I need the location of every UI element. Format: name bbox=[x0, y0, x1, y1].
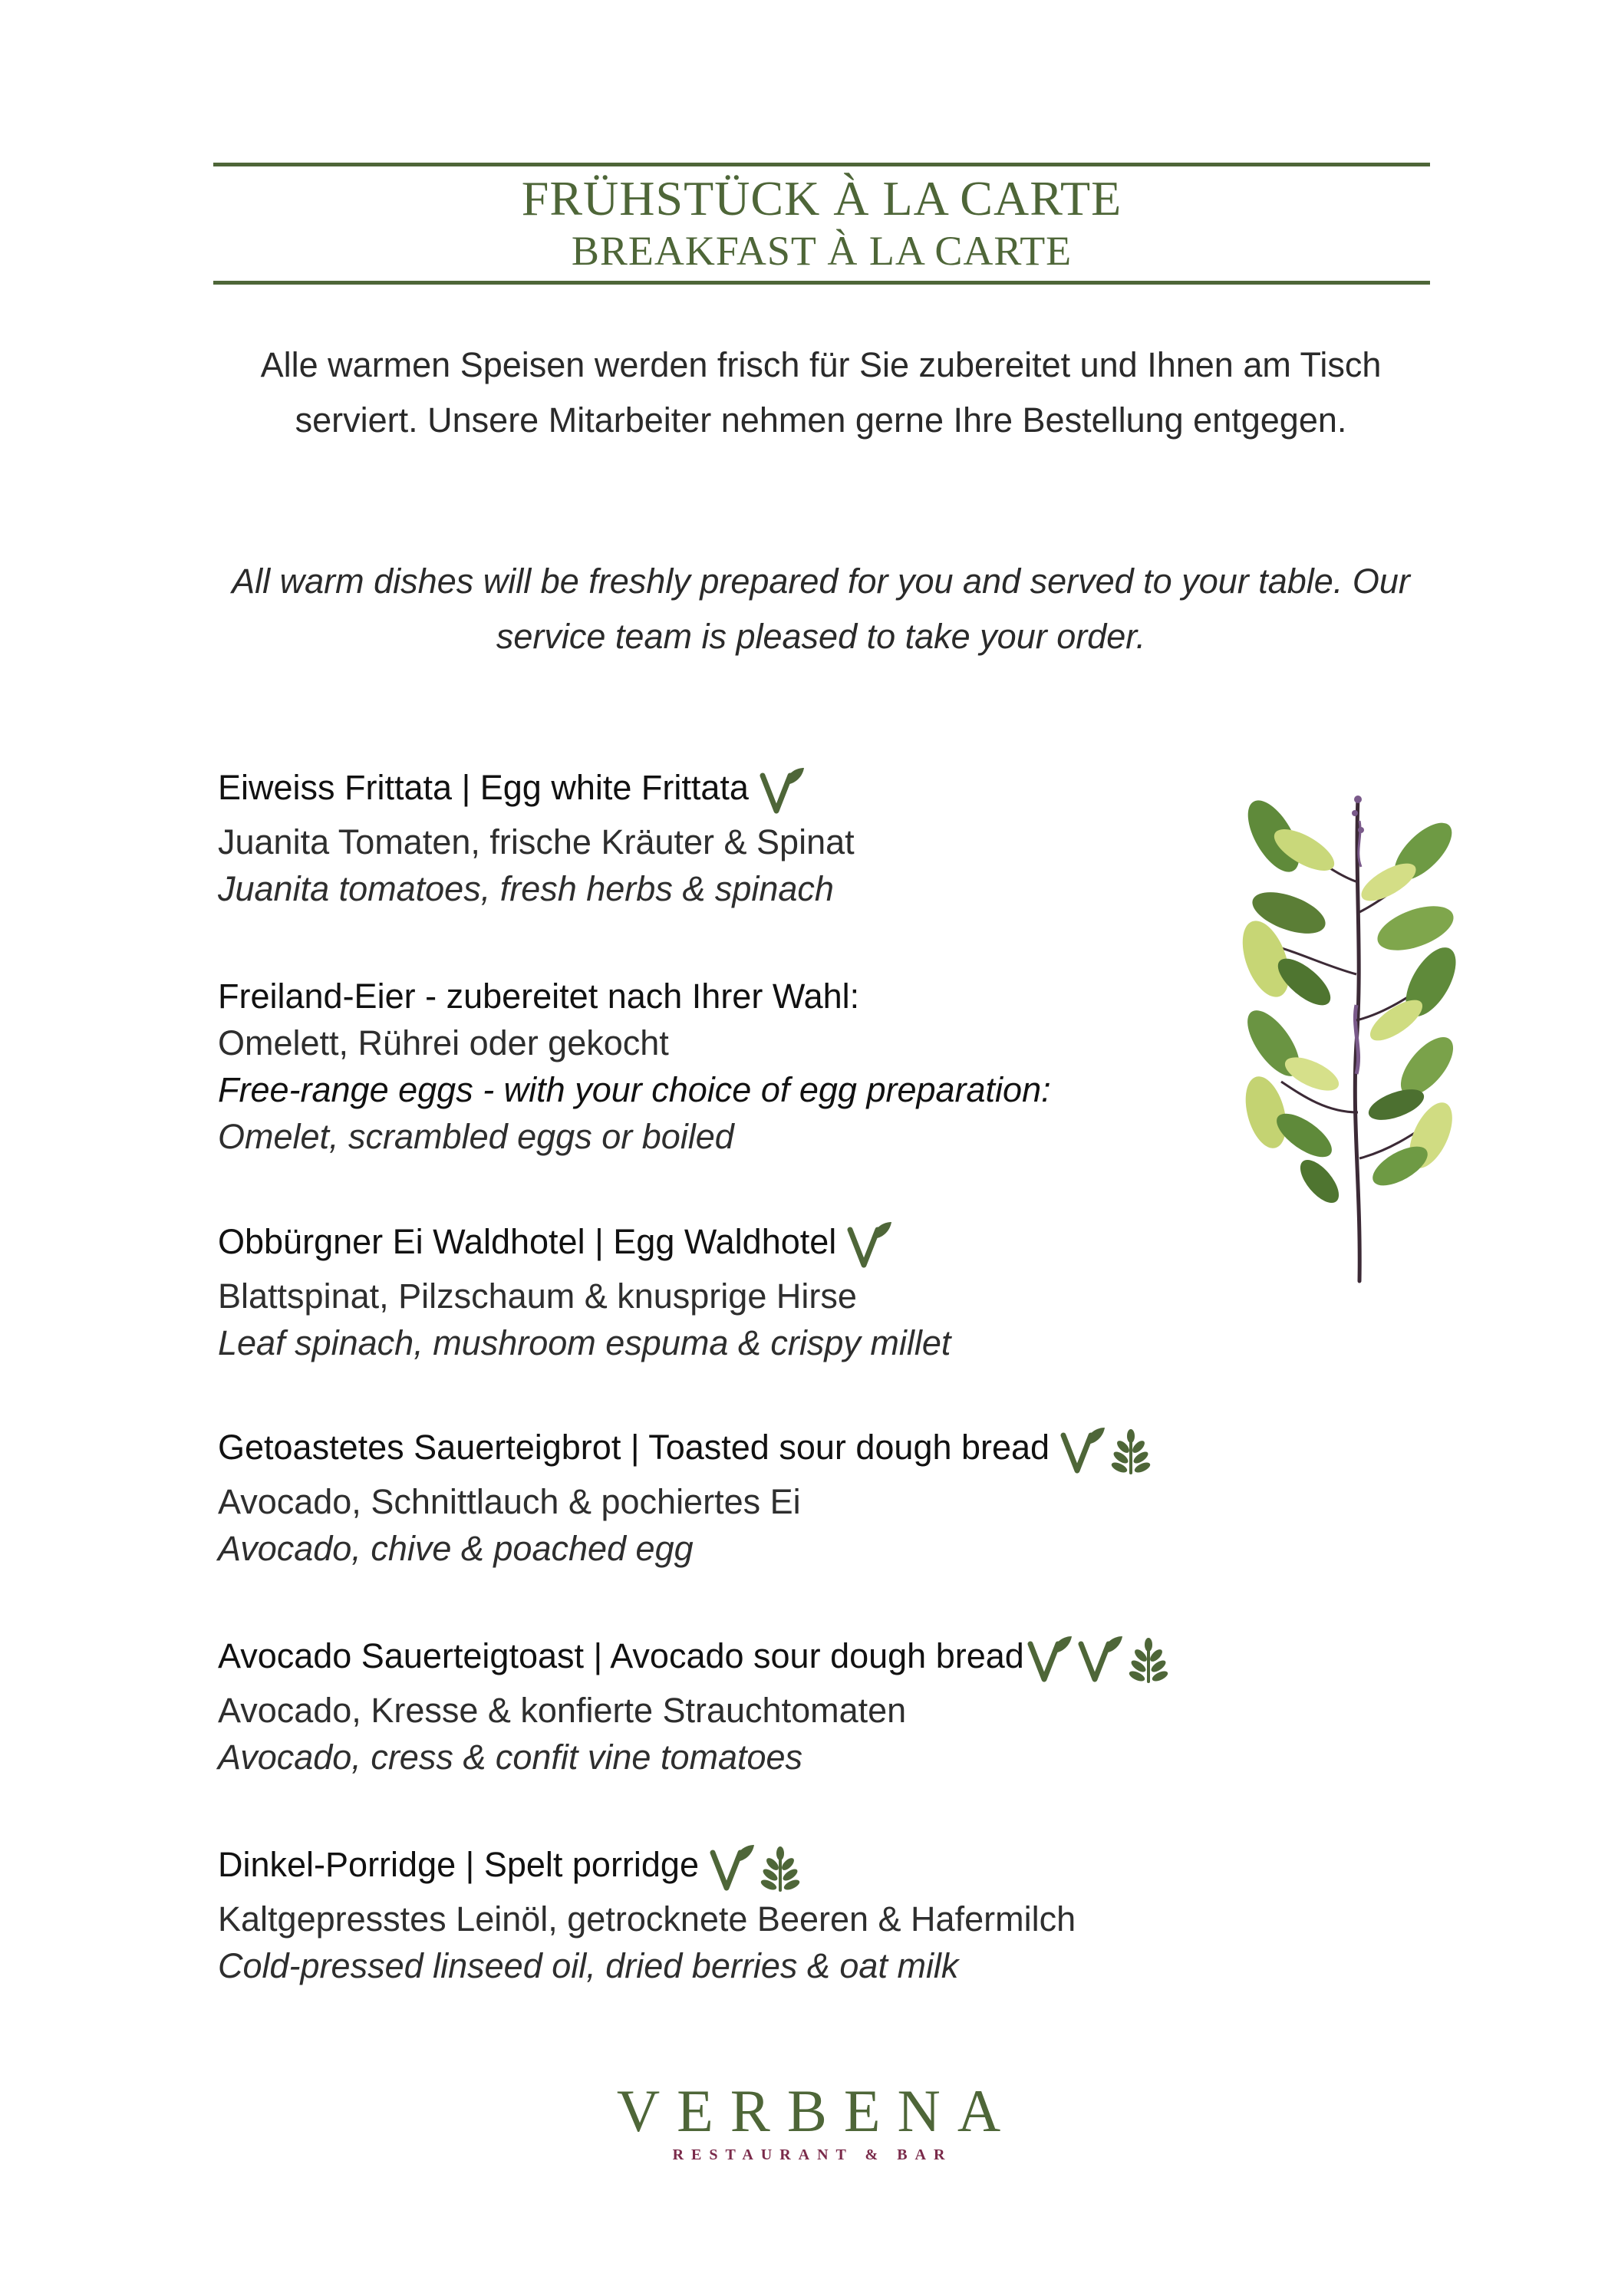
diet-icons bbox=[756, 765, 807, 819]
menu-item-desc-en: Cold-pressed linseed oil, dried berries & oat milk bbox=[218, 1946, 959, 1986]
menu-item-desc-en: Omelet, scrambled eggs or boiled bbox=[218, 1117, 734, 1156]
menu-item-desc-de: Omelett, Rührei oder gekocht bbox=[218, 1023, 669, 1062]
vegetarian-icon bbox=[1075, 1633, 1124, 1687]
diet-icons bbox=[1057, 1425, 1155, 1478]
menu-item-title-en: Free-range eggs - with your choice of egg preparation: bbox=[218, 1070, 1051, 1109]
menu-item-desc-de: Kaltgepresstes Leinöl, getrocknete Beeren & Hafermilch bbox=[218, 1899, 1076, 1939]
verbena-logo bbox=[578, 2079, 1039, 2164]
vegetarian-icon bbox=[1024, 1633, 1073, 1687]
menu-item-title: Dinkel-Porridge | Spelt porridge bbox=[218, 1841, 1307, 1896]
menu-item-spelt-porridge bbox=[218, 1841, 1307, 1989]
vegetarian-icon bbox=[1057, 1425, 1106, 1478]
menu-item-desc-de: Avocado, Schnittlauch & pochiertes Ei bbox=[218, 1482, 801, 1522]
menu-item-title: Getoastetes Sauerteigbrot | Toasted sour dough bread bbox=[218, 1424, 1307, 1478]
diet-icons bbox=[1024, 1633, 1173, 1687]
intro-text-en: All warm dishes will be freshly prepared for you and served to your table. Our service team is pleased to take your order. bbox=[232, 562, 1410, 656]
menu-item-desc-de: Avocado, Kresse & konfierte Strauchtomaten bbox=[218, 1691, 907, 1731]
menu-item-free-range-eggs bbox=[218, 973, 1307, 1160]
menu-item-egg-waldhotel bbox=[218, 1218, 1307, 1366]
menu-item-desc-de: Blattspinat, Pilzschaum & knusprige Hirse bbox=[218, 1276, 857, 1316]
grain-icon bbox=[1108, 1428, 1154, 1474]
menu-item-title: Eiweiss Frittata | Egg white Frittata bbox=[218, 764, 1307, 819]
vegetarian-icon bbox=[844, 1219, 893, 1273]
header-top-rule bbox=[213, 163, 1430, 166]
menu-item-toasted-sourdough bbox=[218, 1424, 1307, 1572]
grain-icon bbox=[1125, 1637, 1171, 1683]
menu-item-desc-de: Juanita Tomaten, frische Kräuter & Spinat bbox=[218, 822, 855, 862]
menu-item-desc-en: Avocado, chive & poached egg bbox=[218, 1529, 694, 1569]
menu-item-title: Freiland-Eier - zubereitet nach Ihrer Wahl: bbox=[218, 977, 860, 1016]
verbena-plant-illustration bbox=[1220, 790, 1481, 1289]
menu-item-desc-en: Avocado, cress & confit vine tomatoes bbox=[218, 1738, 803, 1777]
logo-tagline: RESTAURANT & BAR bbox=[672, 2146, 953, 2163]
menu-item-desc-en: Leaf spinach, mushroom espuma & crispy millet bbox=[218, 1323, 951, 1363]
menu-item-egg-white-frittata bbox=[218, 764, 1307, 912]
vegetarian-icon bbox=[756, 765, 806, 819]
menu-title-en: BREAKFAST À LA CARTE bbox=[571, 228, 1073, 274]
diet-icons bbox=[707, 1842, 805, 1896]
menu-item-title: Obbürgner Ei Waldhotel | Egg Waldhotel bbox=[218, 1218, 1307, 1273]
menu-item-desc-en: Juanita tomatoes, fresh herbs & spinach bbox=[218, 869, 834, 909]
menu-item-title: Avocado Sauerteigtoast | Avocado sour dough bread bbox=[218, 1632, 1307, 1687]
menu-title-de: FRÜHSTÜCK À LA CARTE bbox=[521, 171, 1122, 226]
grain-icon bbox=[757, 1846, 803, 1892]
intro-text-de: Alle warmen Speisen werden frisch für Sie zubereitet und Ihnen am Tisch serviert. Unsere Mitarbeiter nehmen gerne Ihre Bestellung entgegen. bbox=[260, 345, 1382, 440]
logo-wordmark: VERBENA bbox=[616, 2077, 1018, 2144]
diet-icons bbox=[844, 1219, 895, 1273]
vegetarian-icon bbox=[707, 1842, 756, 1896]
menu-item-avocado-sourdough bbox=[218, 1632, 1307, 1780]
header-bottom-rule bbox=[213, 281, 1430, 285]
